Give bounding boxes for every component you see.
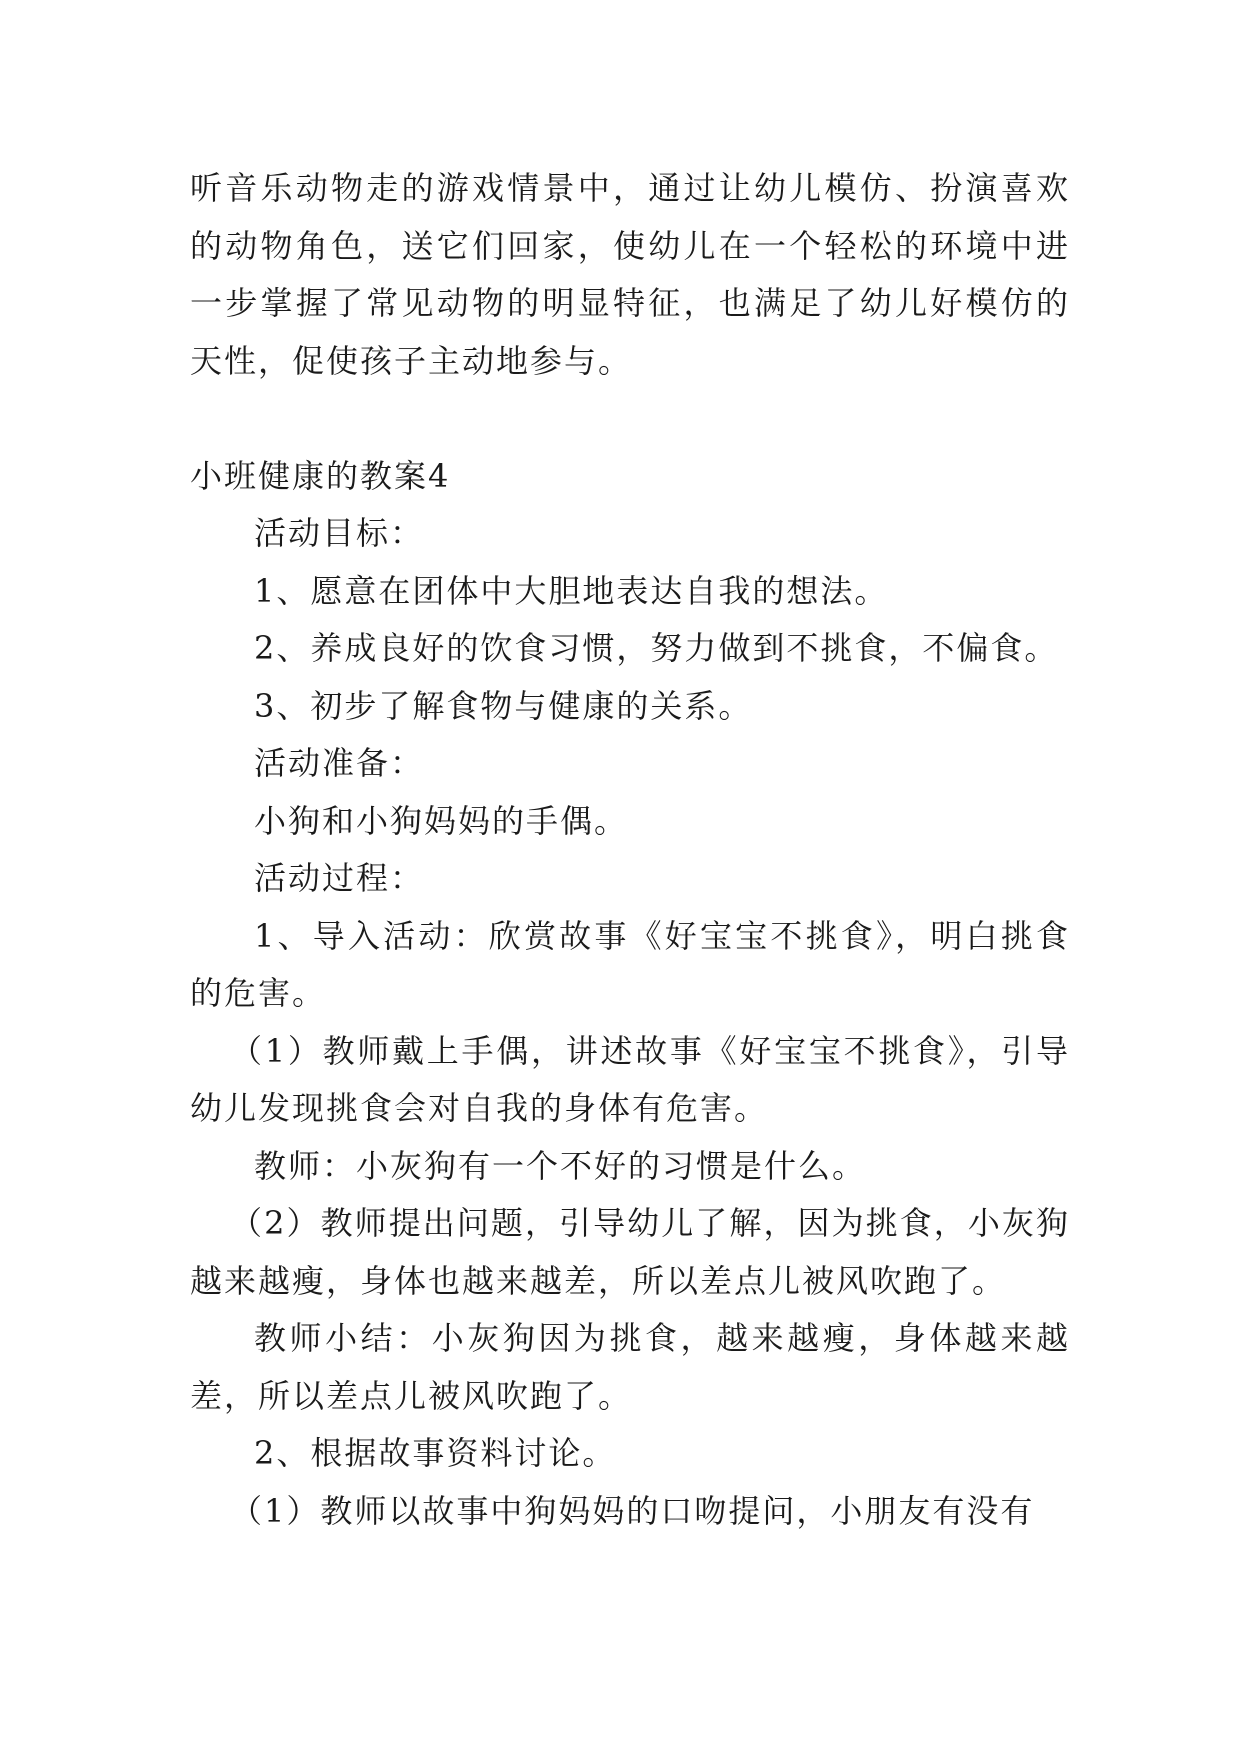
teacher-summary: 教师小结：小灰狗因为挑食，越来越瘦，身体越来越差，所以差点儿被风吹跑了。 — [190, 1319, 1070, 1415]
prep-item: 小狗和小狗妈妈的手偶。 — [254, 801, 629, 840]
paragraph-gap — [190, 390, 1070, 448]
process-step-1-sub-2: （2）教师提出问题，引导幼儿了解，因为挑食，小灰狗越来越瘦，身体也越来越差，所以差点儿被风吹跑了。 — [190, 1204, 1070, 1300]
document-body — [190, 160, 1070, 1540]
heading-activity-prep: 活动准备： — [254, 744, 425, 782]
section-title: 小班健康的教案4 — [190, 456, 451, 495]
goal-item-1: 1、愿意在团体中大胆地表达自我的想法。 — [254, 571, 889, 610]
process-step-2-sub-1: （1）教师以故事中狗妈妈的口吻提问，小朋友有没有 — [230, 1491, 1035, 1530]
goal-item-3: 3、初步了解食物与健康的关系。 — [254, 686, 753, 725]
process-step-1: 1、导入活动：欣赏故事《好宝宝不挑食》，明白挑食的危害。 — [190, 916, 1070, 1012]
goal-item-2: 2、养成良好的饮食习惯，努力做到不挑食，不偏食。 — [254, 629, 1059, 667]
teacher-line: 教师：小灰狗有一个不好的习惯是什么。 — [254, 1146, 867, 1185]
process-step-1-sub-1: （1）教师戴上手偶，讲述故事《好宝宝不挑食》，引导幼儿发现挑食会对自我的身体有危害。 — [190, 1031, 1070, 1127]
process-step-2: 2、根据故事资料讨论。 — [254, 1434, 617, 1472]
heading-activity-goals: 活动目标： — [254, 514, 425, 552]
heading-activity-process: 活动过程： — [254, 859, 425, 897]
paragraph-intro: 听音乐动物走的游戏情景中，通过让幼儿模仿、扮演喜欢的动物角色，送它们回家，使幼儿在一个轻松的环境中进一步掌握了常见动物的明显特征，也满足了幼儿好模仿的天性，促使孩子主动地参与。 — [190, 169, 1070, 380]
